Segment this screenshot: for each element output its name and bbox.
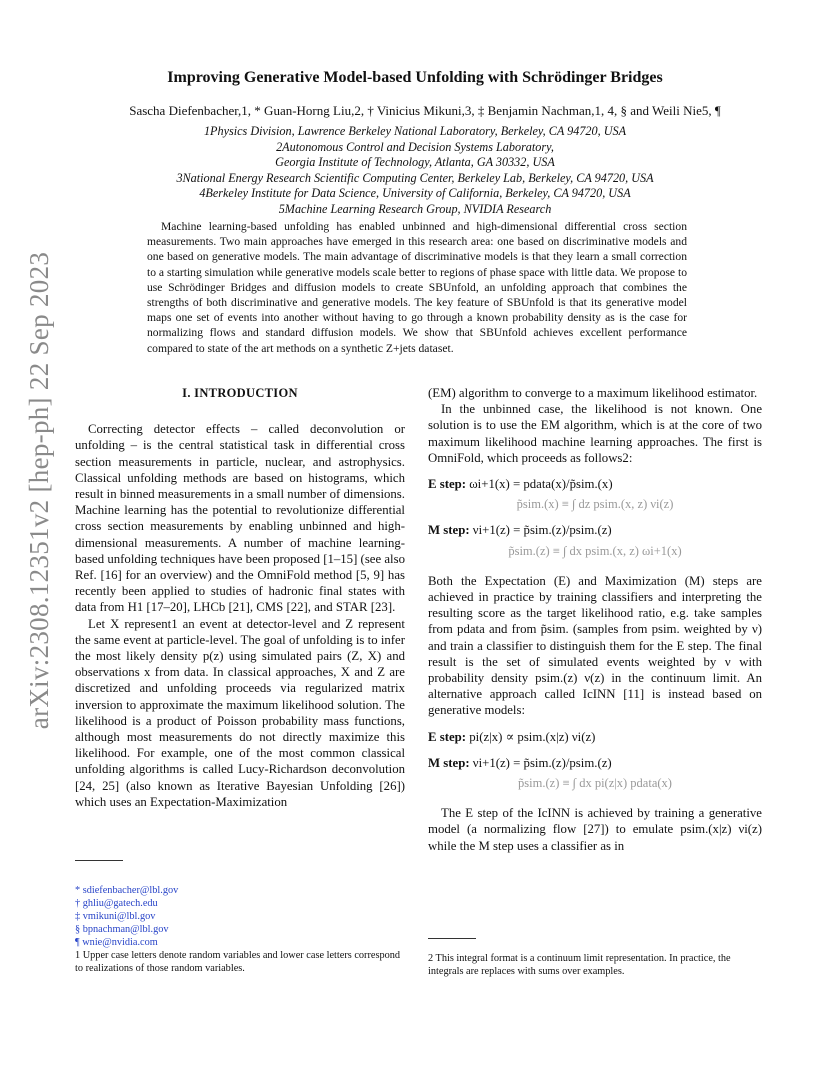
eq-label: E step: <box>428 729 467 744</box>
right-paragraph-3: Both the Expectation (E) and Maximization (M) steps are achieved in practice by training classifiers and interpreting the resulting score as the target likelihood ratio, e.g. take samples from pdata and from p̃sim. (samples from psim. weighted by ν) and train a classifier to distinguish them for the E step. The final result is the set of simulated events weighted by ν with probability density psim.(z) ν(z) in the continuum limit. An alternative approach called IcINN [11] is instead based on generative models: <box>428 573 762 718</box>
footnotes-left <box>75 884 405 975</box>
right-column <box>428 385 762 854</box>
right-paragraph-1: (EM) algorithm to converge to a maximum likelihood estimator. <box>428 386 758 400</box>
footnote-2: 2 This integral format is a continuum limit representation. In practice, the integrals are replaces with sums over examples. <box>428 953 731 977</box>
footnote-1: 1 Upper case letters denote random variables and lower case letters correspond to realizations of those random variables. <box>75 950 401 974</box>
right-paragraph-2: In the unbinned case, the likelihood is not known. One solution is to use the EM algorithm, which is at the core of two maximum likelihood machine learning approaches. The first is OmniFold, which proceeds as follows2: <box>428 402 762 465</box>
affiliations <box>90 124 740 217</box>
footnote-email-1[interactable]: * sdiefenbacher@lbl.gov <box>75 885 179 896</box>
affiliation-4: 4Berkeley Institute for Data Science, University of California, Berkeley, CA 94720, USA <box>199 186 631 200</box>
equation-sub: p̃sim.(z) ≡ ∫ dx psim.(x, z) ωi+1(x) <box>508 543 682 558</box>
footnote-email-5[interactable]: ¶ wnie@nvidia.com <box>75 937 158 948</box>
footnote-email-4[interactable]: § bpnachman@lbl.gov <box>75 924 169 935</box>
eq-body: νi+1(z) = p̃sim.(z)/psim.(z) <box>472 755 612 770</box>
intro-paragraph-1: Correcting detector effects – called deconvolution or unfolding – is the central statistical task in differential cross section measurements in particle, nuclear, and astrophysics. Classical unfolding methods are based on histograms, which result in binned measurements in a small number of dimensions. Machine learning has the potential to revolutionize differential cross section measurements by enabling unbinned and high-dimensional measurements. A number of machine learning-based unfolding techniques have been proposed [1–15] (see also Ref. [16] for an overview) and the OmniFold method [5, 9] has recently been applied to studies of hadronic final states with data from H1 [17–20], LHCb [21], CMS [22], and STAR [23]. <box>75 422 405 615</box>
right-paragraph-4: The E step of the IcINN is achieved by training a generative model (a normalizing flow [27]) to emulate psim.(x|z) νi(z) while the M step uses a classifier as in <box>428 806 762 853</box>
eq-label: M step: <box>428 755 470 770</box>
equation-e-step-icinn <box>428 729 762 745</box>
section-heading: I. INTRODUCTION <box>182 386 298 400</box>
arxiv-sidebar-stamp <box>10 251 70 729</box>
affiliation-3: 3National Energy Research Scientific Computing Center, Berkeley Lab, Berkeley, CA 94720, USA <box>176 170 654 185</box>
affiliation-1: 1Physics Division, Lawrence Berkeley National Laboratory, Berkeley, CA 94720, USA <box>203 124 627 138</box>
eq-label: M step: <box>428 523 470 538</box>
footnote-email-2[interactable]: † ghliu@gatech.edu <box>75 898 158 909</box>
equation-sub: p̃sim.(z) ≡ ∫ dx pi(z|x) pdata(x) <box>518 776 672 791</box>
intro-paragraph-2: Let X represent1 an event at detector-level and Z represent the same event at particle-level. The goal of unfolding is to infer the most likely density p(z) using simulated pairs (Z, X) and observations x from data. In classical approaches, X and Z are discretized and unfolding proceeds via regularized matrix inversion to approximate the maximum likelihood solution. The likelihood is a product of Poisson probability mass functions, although most measurements do not directly maximize this likelihood. For example, one of the most common classical unfolding algorithms is called Lucy-Richardson deconvolution [24, 25] (also known as Iterative Bayesian Unfolding [26]) which uses an Expectation-Maximization <box>75 616 405 809</box>
equation-m-step-omnifold <box>428 522 762 538</box>
equation-sub: p̃sim.(x) ≡ ∫ dz psim.(x, z) νi(z) <box>516 497 674 512</box>
abstract: Machine learning-based unfolding has enabled unbinned and high-dimensional differential cross section measurements. Two main approaches have emerged in this research area: one based on discriminative models and one based on generative models. The main advantage of discriminative models is that they learn a small correction to a starting simulation while generative models scale better to regions of phase space with little data. We propose to use Schrödinger Bridges and diffusion models to create SBUnfold, an unfolding approach that combines the strengths of both discriminative and generative models. The key feature of SBUnfold is that its generative model maps one set of events into another without having to go through a known probability density as is the case for normalizing flows and standard diffusion models. We show that SBUnfold achieves excellent performance compared to state of the art methods on a synthetic Z+jets dataset. <box>147 220 687 355</box>
paper-title: Improving Generative Model-based Unfolding with Schrödinger Bridges <box>167 69 663 86</box>
equation-e-step-omnifold <box>428 476 762 492</box>
eq-body: νi+1(z) = p̃sim.(z)/psim.(z) <box>472 523 612 538</box>
footnote-email-3[interactable]: ‡ vmikuni@lbl.gov <box>75 911 156 922</box>
eq-body: ωi+1(x) = pdata(x)/p̃sim.(x) <box>469 477 613 492</box>
footnote-rule-right <box>428 938 476 939</box>
affiliation-2a: 2Autonomous Control and Decision Systems Laboratory, <box>276 139 554 154</box>
equation-m-step-icinn <box>428 755 762 771</box>
arxiv-identifier: arXiv:2308.12351v2 [hep-ph] 22 Sep 2023 <box>24 251 55 729</box>
affiliation-5: 5Machine Learning Research Group, NVIDIA Research <box>278 201 552 216</box>
affiliation-2b: Georgia Institute of Technology, Atlanta, GA 30332, USA <box>275 155 555 169</box>
author-list: Sascha Diefenbacher,1, * Guan-Horng Liu,2, † Vinicius Mikuni,3, ‡ Benjamin Nachman,1, 4, § and Weili Nie5, ¶ <box>129 103 721 118</box>
footnote-rule-left <box>75 860 123 861</box>
eq-label: E step: <box>428 477 467 492</box>
eq-body: pi(z|x) ∝ psim.(x|z) νi(z) <box>469 729 596 744</box>
left-column <box>75 385 405 810</box>
